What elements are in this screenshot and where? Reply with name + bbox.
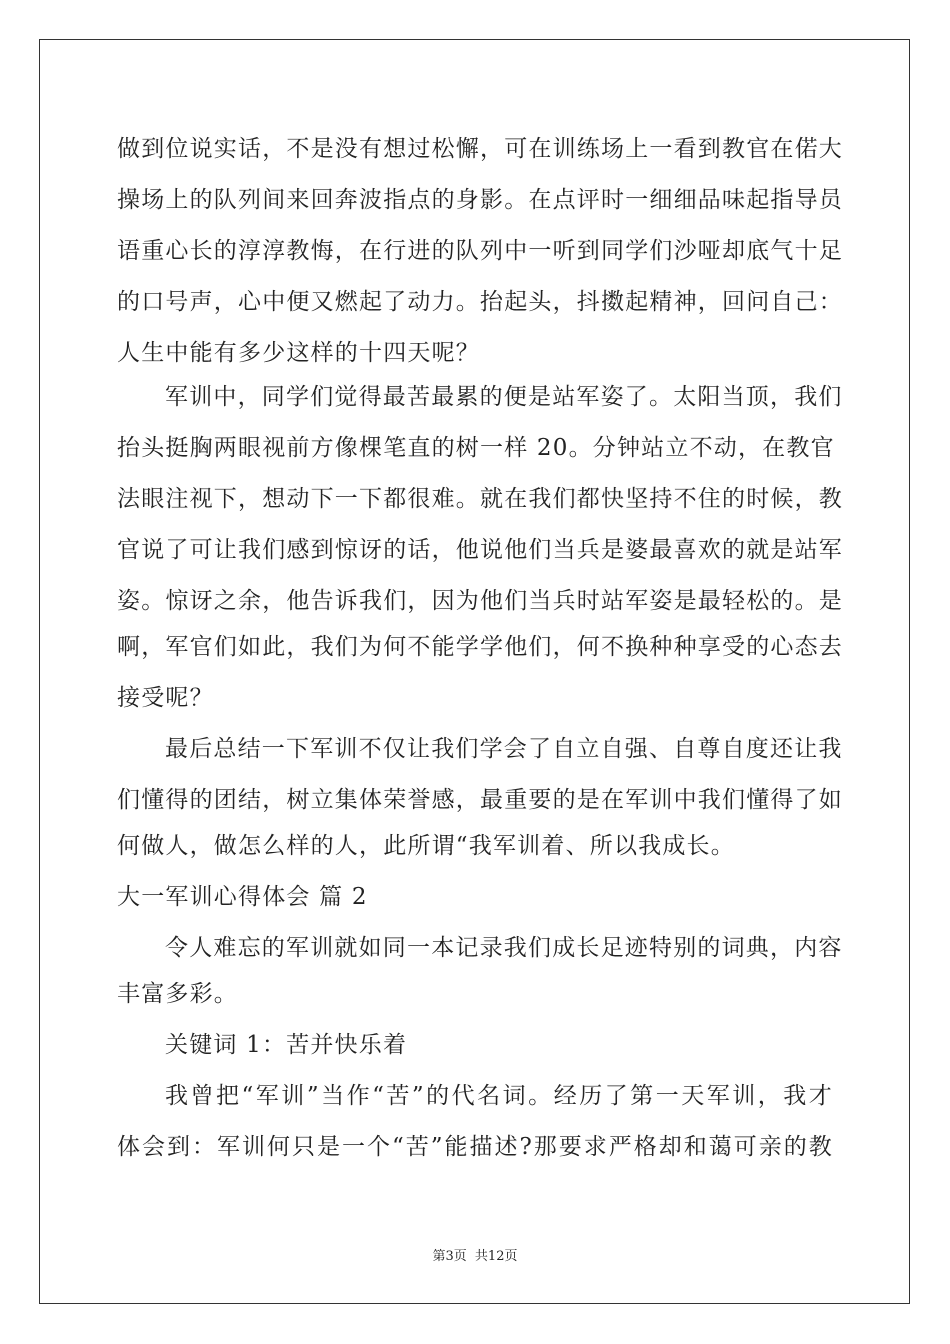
page-border [39, 39, 910, 1304]
text-line: 语重心长的淳淳教悔，在行进的队列中一听到同学们沙哑却底气十足 [117, 238, 843, 264]
page-footer: 第3页 共12页 [432, 1249, 518, 1264]
text-line: 做到位说实话，不是没有想过松懈，可在训练场上一看到教官在偌大 [117, 136, 843, 162]
keyword-heading: 关键词 1：苦并快乐着 [165, 1032, 408, 1058]
text-line: 法眼注视下，想动下一下都很难。就在我们都快坚持不住的时候，教 [117, 486, 843, 512]
paragraph-first-line: 最后总结一下军训不仅让我们学会了自立自强、自尊自度还让我 [165, 736, 843, 762]
text-line: 丰富多彩。 [117, 981, 238, 1007]
text-line: 官说了可让我们感到惊讶的话，他说他们当兵是婆最喜欢的就是站军 [117, 537, 843, 563]
text-line: 人生中能有多少这样的十四天呢？ [117, 340, 480, 366]
text-line: 何做人，做怎么样的人，此所谓“我军训着、所以我成长。 [117, 833, 735, 859]
text-line: 接受呢？ [117, 685, 214, 711]
text-line: 们懂得的团结，树立集体荣誉感，最重要的是在军训中我们懂得了如 [117, 787, 843, 813]
text-line: 抬头挺胸两眼视前方像棵笔直的树一样 20。分钟站立不动，在教官 [117, 435, 835, 461]
paragraph-first-line: 军训中，同学们觉得最苦最累的便是站军姿了。太阳当顶，我们 [165, 384, 843, 410]
text-line: 操场上的队列间来回奔波指点的身影。在点评时一细细品味起指导员 [117, 187, 843, 213]
text-line: 啊，军官们如此，我们为何不能学学他们，何不换种种享受的心态去 [117, 634, 843, 660]
paragraph-first-line: 我曾把“军训”当作“苦”的代名词。经历了第一天军训，我才 [165, 1083, 833, 1109]
section-heading: 大一军训心得体会 篇 2 [117, 884, 368, 910]
paragraph-first-line: 令人难忘的军训就如同一本记录我们成长足迹特别的词典，内容 [165, 935, 843, 961]
text-line: 的口号声，心中便又燃起了动力。抬起头，抖擞起精神，回问自己： [117, 289, 843, 315]
text-line: 体会到：军训何只是一个“苦”能描述?那要求严格却和蔼可亲的教 [117, 1134, 833, 1160]
text-line: 姿。惊讶之余，他告诉我们，因为他们当兵时站军姿是最轻松的。是 [117, 588, 843, 614]
